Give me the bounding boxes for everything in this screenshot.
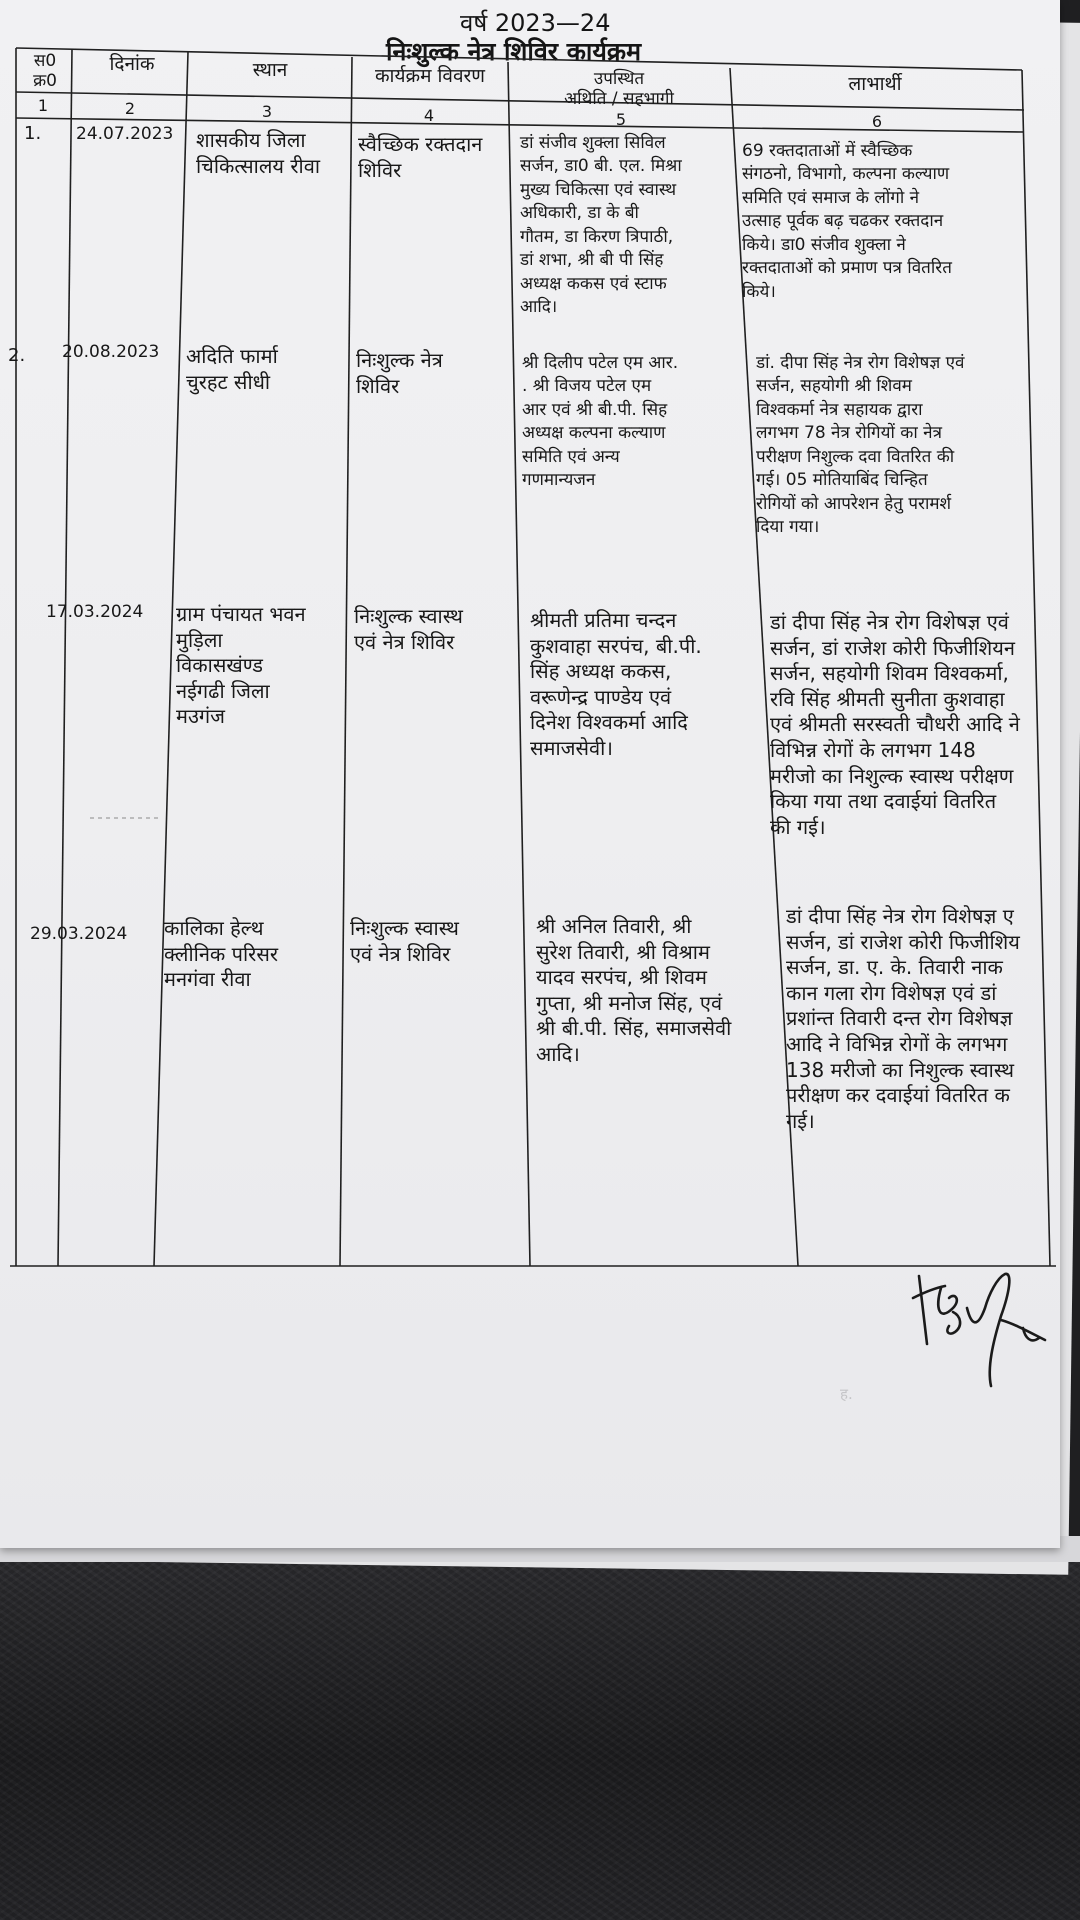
row-2-beneficiaries: डां. दीपा सिंह नेत्र रोग विशेषज्ञ एवं सर्जन, सहयोगी श्री शिवम विश्वकर्मा नेत्र सहायक द्वारा लगभग 78 नेत्र रोगियों का नेत्र परीक्षण निशुल्क दवा वितरित की गई। 05 मोतियाबिंद चिन्हित रोगियों को आपरेशन हेतु परामर्श दिया गया। bbox=[756, 353, 965, 538]
header-beneficiaries: लाभार्थी bbox=[848, 73, 902, 95]
row-4-place: कालिका हेल्थ क्लीनिक परिसर मनगंवा रीवा bbox=[164, 916, 279, 992]
row-4-guests: श्री अनिल तिवारी, श्री सुरेश तिवारी, श्री विश्राम यादव सरपंच, श्री शिवम गुप्ता, श्री मनोज सिंह, एवं श्री बी.पी. सिंह, समाजसेवी आदि। bbox=[536, 914, 732, 1066]
row-2-guests: श्री दिलीप पटेल एम आर. . श्री विजय पटेल एम आर एवं श्री बी.पी. सिह अध्यक्ष कल्पना कल्याण समिति एवं अन्य गणमान्यजन bbox=[522, 353, 679, 491]
row-3-beneficiaries: डां दीपा सिंह नेत्र रोग विशेषज्ञ एवं सर्जन, डां राजेश कोरी फिजीशियन सर्जन, सहयोगी शिवम विश्वकर्मा, रवि सिंह श्रीमती सुनीता कुशवाहा एवं श्रीमती सरस्वती चौधरी आदि ने विभिन्न रोगों के लगभग 148 मरीजो का निशुल्क स्वास्थ परीक्षण किया गया तथा दवाईयां वितरित की गई। bbox=[770, 610, 1020, 839]
column-number-6: 6 bbox=[871, 112, 883, 131]
header-guests: उपस्थित अथिति / सहभागी bbox=[564, 69, 674, 109]
row-3-program: निःशुल्क स्वास्थ एवं नेत्र शिविर bbox=[354, 604, 463, 654]
row-2-place: अदिति फार्मा चुरहट सीधी bbox=[186, 344, 278, 394]
row-4-date: 29.03.2024 bbox=[30, 924, 128, 944]
header-serial: स0 क्र0 bbox=[33, 51, 57, 91]
row-3-date: 17.03.2024 bbox=[46, 602, 144, 622]
column-number-1: 1 bbox=[37, 96, 49, 115]
row-1-place: शासकीय जिला चिकित्सालय रीवा bbox=[196, 128, 321, 178]
row-3-guests: श्रीमती प्रतिमा चन्दन कुशवाहा सरपंच, बी.पी. सिंह अध्यक्ष ककस, वरूणेन्द्र पाण्डेय एवं दिनेश विश्वकर्मा आदि समाजसेवी। bbox=[530, 608, 702, 760]
header-program: कार्यक्रम विवरण bbox=[374, 65, 486, 87]
row-2-date: 20.08.2023 bbox=[62, 342, 160, 362]
document-title: निःशुल्क नेत्र शिविर कार्यक्रम bbox=[386, 37, 642, 66]
fabric-background bbox=[0, 1560, 1080, 1920]
header-place: स्थान bbox=[252, 59, 288, 81]
row-2-program: निःशुल्क नेत्र शिविर bbox=[356, 348, 443, 398]
row-3-place: ग्राम पंचायत भवन मुड़िला विकासखंण्ड नईगढी जिला मउगंज bbox=[176, 602, 306, 729]
row-1-date: 24.07.2023 bbox=[76, 124, 174, 144]
row-1-beneficiaries: 69 रक्तदाताओं में स्वैच्छिक संगठनो, विभागो, कल्पना कल्याण समिति एवं समाज के लोंगो ने उत्साह पूर्वक बढ़ चढकर रक्तदान किये। डा0 संजीव शुक्ला ने रक्तदाताओं को प्रमाण पत्र वितरित किये। bbox=[742, 141, 952, 302]
column-number-2: 2 bbox=[124, 99, 136, 118]
row-2-serial: 2. bbox=[8, 345, 26, 366]
column-number-5: 5 bbox=[615, 110, 627, 129]
row-4-program: निःशुल्क स्वास्थ एवं नेत्र शिविर bbox=[350, 916, 459, 966]
row-1-guests: डां संजीव शुक्ला सिविल सर्जन, डा0 बी. एल. मिश्रा मुख्य चिकित्सा एवं स्वास्थ अधिकारी, डा के बी गौतम, डा किरण त्रिपाठी, डां शभा, श्री बी पी सिंह अध्यक्ष ककस एवं स्टाफ आदि। bbox=[520, 133, 682, 318]
column-number-4: 4 bbox=[423, 106, 435, 125]
header-date: दिनांक bbox=[109, 53, 155, 75]
row-4-beneficiaries: डां दीपा सिंह नेत्र रोग विशेषज्ञ ए सर्जन, डां राजेश कोरी फिजीशिय सर्जन, डा. ए. के. तिवारी नाक कान गला रोग विशेषज्ञ एवं डां प्रशांन्त तिवारी दन्त रोग विशेषज्ञ आदि ने विभिन्न रोगों के लगभग 138 मरीजो का निशुल्क स्वास्थ परीक्षण कर दवाईयां वितरित क गई। bbox=[786, 904, 1020, 1133]
column-number-3: 3 bbox=[261, 102, 273, 121]
signature-icon bbox=[905, 1268, 1055, 1398]
year-heading: वर्ष 2023—24 bbox=[460, 9, 611, 37]
row-1-serial: 1. bbox=[24, 123, 42, 144]
signature-caption: ह. bbox=[840, 1385, 853, 1403]
row-1-program: स्वैच्छिक रक्तदान शिविर bbox=[358, 132, 483, 182]
